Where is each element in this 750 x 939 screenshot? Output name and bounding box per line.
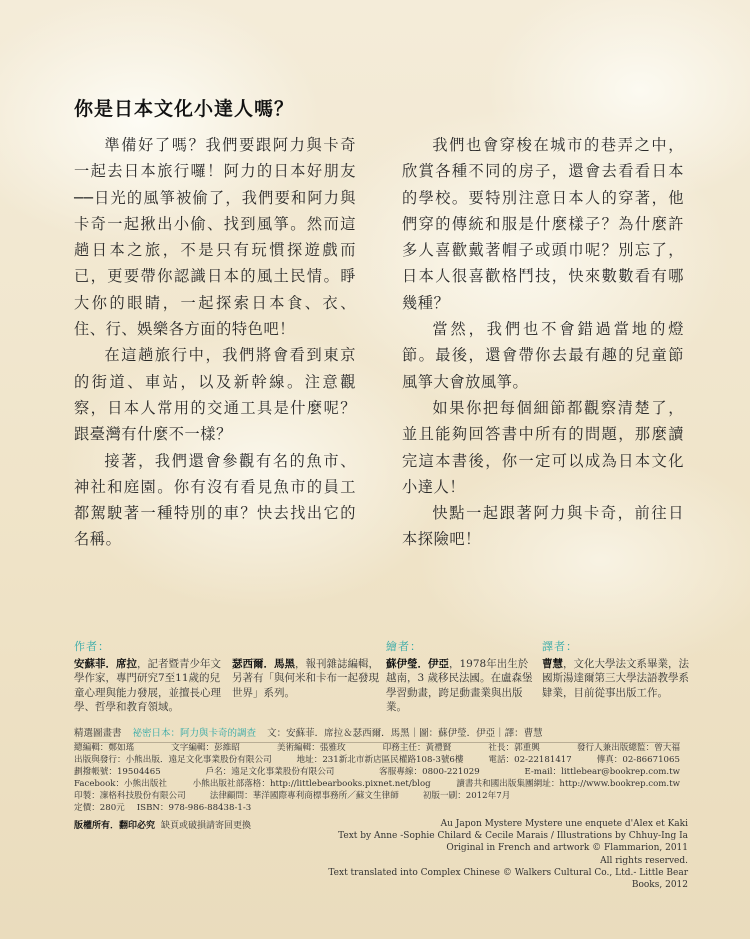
paragraph: 如果你把每個細節都觀察清楚了，並且能夠回答書中所有的問題，那麼讀完這本書後，你一定可以成為日本文化小達人！ (402, 398, 684, 496)
rights-bold: 版權所有．翻印必究 (74, 821, 156, 831)
info-item: 客服專線：0800-221029 (379, 767, 480, 777)
illustrator-label: 繪者： (386, 640, 422, 653)
info-item: 發行人兼出版總監：曾大福 (576, 743, 680, 753)
paragraph: 接著，我們還會參觀有名的魚市、神社和庭園。你有沒有看見魚市的員工都駕駛著一種特別的車？快去找出它的名稱。 (74, 451, 356, 549)
info-row (74, 754, 680, 766)
series-line (74, 725, 680, 743)
info-item: 印製：凜格科技股份有限公司 (74, 791, 186, 801)
info-item: 戶名：遠足文化事業股份有限公司 (205, 767, 335, 777)
translator-label: 譯者： (542, 640, 578, 653)
rights-notice (74, 818, 251, 831)
info-item: ISBN：978-986-88438-1-3 (136, 803, 252, 813)
author-bio-1 (74, 657, 222, 715)
paragraph: 準備好了嗎？我們要跟阿力與卡奇一起去日本旅行囉！阿力的日本好朋友──日光的風箏被偷了，我們要和阿力與卡奇一起揪出小偷、找到風箏。然而這趟日本之旅，不是只有玩慣探遊戲而已，更要帶你認識日本的風土民情。睜大你的眼睛，一起探索日本食、衣、住、行、娛樂各方面的特色吧！ (74, 136, 356, 339)
author-bio: ，記者暨青少年文學作家，專門研究7至11歲的兒童心理與能力發展，並擅長心理學、哲學和教育領域。 (74, 657, 221, 713)
paragraph: 在這趟旅行中，我們將會看到東京的街道、車站，以及新幹線。注意觀察，日本人常用的交通工具是什麼呢？跟臺灣有什麼不一樣？ (74, 346, 356, 444)
author-label: 作者： (74, 640, 110, 653)
illustrator-name: 蘇伊瑩．伊亞 (386, 657, 449, 670)
international-rights (328, 818, 688, 891)
info-item: 地址：231新北市新店區民權路108-3號6樓 (296, 755, 464, 765)
series-name: 精選圖畫書 (74, 728, 122, 739)
info-row (74, 766, 680, 778)
info-item: E-mail：littlebear@bookrep.com.tw (524, 767, 680, 777)
info-item: 總編輯：鄭如瑤 (74, 743, 135, 753)
info-item: Facebook：小熊出版社 (74, 779, 168, 789)
author-credits (74, 640, 380, 715)
info-item: 出版與發行：小熊出版．遠足文化事業股份有限公司 (74, 755, 272, 765)
info-item: 傳真：02-86671065 (596, 755, 680, 765)
rights-text: 缺頁或破損請寄回更換 (161, 821, 252, 831)
illustrator-bio: ，1978年出生於越南，3 歲移民法國。在盧森堡學習動畫，跨足動畫業與出版業。 (386, 657, 533, 713)
intl-line: Text translated into Complex Chinese © Walkers Cultural Co., Ltd.- Little Bear Books, 2012 (328, 867, 688, 891)
author-name: 瑟西爾．馬黑 (232, 657, 295, 670)
info-item: 電話：02-22181417 (488, 755, 572, 765)
intl-line: All rights reserved. (600, 855, 688, 866)
intl-line: Original in French and artwork © Flammarion, 2011 (446, 843, 688, 854)
info-item: 初版一刷：2012年7月 (422, 791, 511, 801)
info-row (74, 802, 680, 814)
author-bio: ，報刊雜誌編輯，另著有「與何米和卡布一起發現世界」系列。 (232, 657, 379, 699)
info-item: 美術編輯：張雅玫 (276, 743, 346, 753)
info-item: 社長：郭重興 (488, 743, 540, 753)
paragraph: 快點一起跟著阿力與卡奇，前往日本探險吧！ (402, 504, 684, 549)
series-credits: 文：安蘇菲．席拉＆瑟西爾．馬黑｜圖：蘇伊瑩．伊亞｜譯：曹慧 (267, 728, 543, 739)
info-item: 定價：280元 (74, 803, 125, 813)
author-name: 安蘇菲．席拉 (74, 657, 137, 670)
info-row (74, 778, 680, 790)
right-column (402, 132, 684, 553)
info-row (74, 790, 680, 802)
intl-line: Text by Anne -Sophie Chilard & Cecile Marais / Illustrations by Chhuy-Ing Ia (338, 831, 688, 842)
author-bio-2 (232, 657, 380, 715)
info-item: 劃撥帳號：19504465 (74, 767, 161, 777)
info-item: 法律顧問：華洋國際專利商標事務所／蘇文生律師 (209, 791, 399, 801)
paragraph: 我們也會穿梭在城市的巷弄之中，欣賞各種不同的房子，還會去看看日本的學校。要特別注意日本人的穿著，他們穿的傳統和服是什麼樣子？為什麼許多人喜歡戴著帽子或頭巾呢？別忘了，日本人很喜歡格鬥技，快來數數看有哪幾種？ (402, 136, 684, 312)
info-item: 文字編輯：彭維昭 (171, 743, 240, 753)
info-item: 讀書共和國出版集團網址：http://www.bookrep.com.tw (456, 779, 680, 789)
page-title: 你是日本文化小達人嗎？ (74, 98, 295, 120)
intl-line: Au Japon Mystere Mystere une enquete d'Alex et Kaki (440, 819, 688, 829)
info-item: 印務主任：黃禮賢 (382, 743, 452, 753)
info-item: 小熊出版社部落格：http://littlebearbooks.pixnet.net/blog (192, 779, 431, 789)
info-row (74, 742, 680, 754)
translator-bio: ，文化大學法文系畢業，法國斯湯達爾第三大學法語教學系肄業，目前從事出版工作。 (542, 657, 689, 699)
translator-credits (542, 640, 690, 700)
paragraph: 當然，我們也不會錯過當地的燈節。最後，還會帶你去最有趣的兒童節風箏大會放風箏。 (402, 320, 684, 391)
translator-name: 曹慧 (542, 657, 563, 670)
illustrator-credits (386, 640, 534, 715)
book-title: 祕密日本：阿力與卡奇的調查 (132, 728, 257, 739)
left-column (74, 132, 356, 553)
publication-info (74, 742, 680, 814)
